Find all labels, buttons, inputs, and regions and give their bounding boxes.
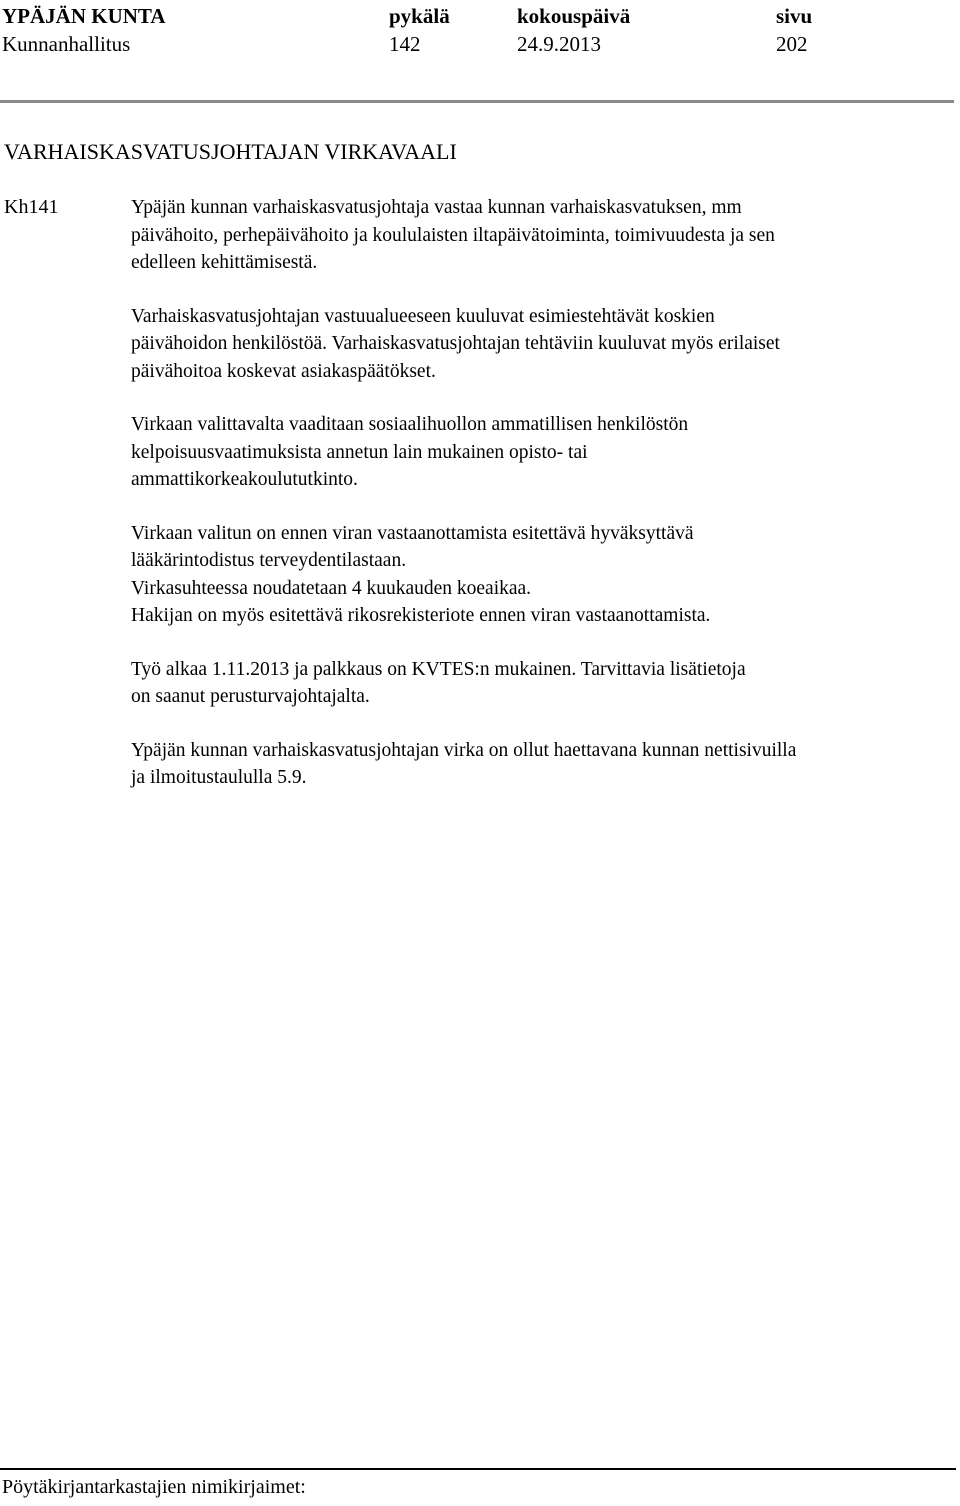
kokouspaiva-label: kokouspäivä (517, 4, 631, 28)
header-divider (0, 100, 954, 103)
pykala-label: pykälä (389, 4, 450, 28)
sivu-value: 202 (776, 32, 808, 56)
section-code: Kh141 (4, 196, 59, 218)
footer-divider (0, 1468, 956, 1470)
paragraph-conditions: Virkaan valitun on ennen viran vastaanottamista esitettävä hyväksyttävä lääkärintodistus terveydentilastaan. Virkasuhteessa noudatetaan 4 kuukauden koeaikaa. Hakijan on myös esitettävä rikosrekisteriote ennen viran vastaanottamista. (131, 522, 711, 626)
board-name: Kunnanhallitus (2, 32, 131, 56)
signature-initials-label: Pöytäkirjantarkastajien nimikirjaimet: (2, 1476, 306, 1498)
paragraph-advertisement: Ypäjän kunnan varhaiskasvatusjohtajan virka on ollut haettavana kunnan nettisivuilla ja ilmoitustaululla 5.9. (131, 739, 797, 788)
paragraph-supervisory-duties: Varhaiskasvatusjohtajan vastuualueeseen kuuluvat esimiestehtävät koskien päivähoidon henkilöstöä. Varhaiskasvatusjohtajan tehtäviin kuuluvat myös erilaiset päivähoitoa koskevat asiakaspäätökset. (131, 305, 780, 382)
document-header (0, 0, 960, 60)
municipality-name: YPÄJÄN KUNTA (2, 4, 166, 28)
pykala-value: 142 (389, 32, 421, 56)
paragraph-responsibilities: Ypäjän kunnan varhaiskasvatusjohtaja vastaa kunnan varhaiskasvatuksen, mm päivähoito, perhepäivähoito ja koululaisten iltapäivätoiminta, toimivuudesta ja sen edelleen kehittämisestä. (131, 197, 775, 273)
sivu-label: sivu (776, 4, 813, 28)
section-title: VARHAISKASVATUSJOHTAJAN VIRKAVAALI (4, 139, 457, 164)
paragraph-qualification: Virkaan valittavalta vaaditaan sosiaalihuollon ammatillisen henkilöstön kelpoisuusvaatimuksista annetun lain mukainen opisto- tai ammattikorkeakoulututkinto. (131, 414, 689, 490)
decision-body (131, 194, 956, 792)
paragraph-start-and-salary: Työ alkaa 1.11.2013 ja palkkaus on KVTES:n mukainen. Tarvittavia lisätietoja on saanut perusturvajohtajalta. (131, 658, 746, 707)
kokouspaiva-value: 24.9.2013 (517, 32, 601, 56)
